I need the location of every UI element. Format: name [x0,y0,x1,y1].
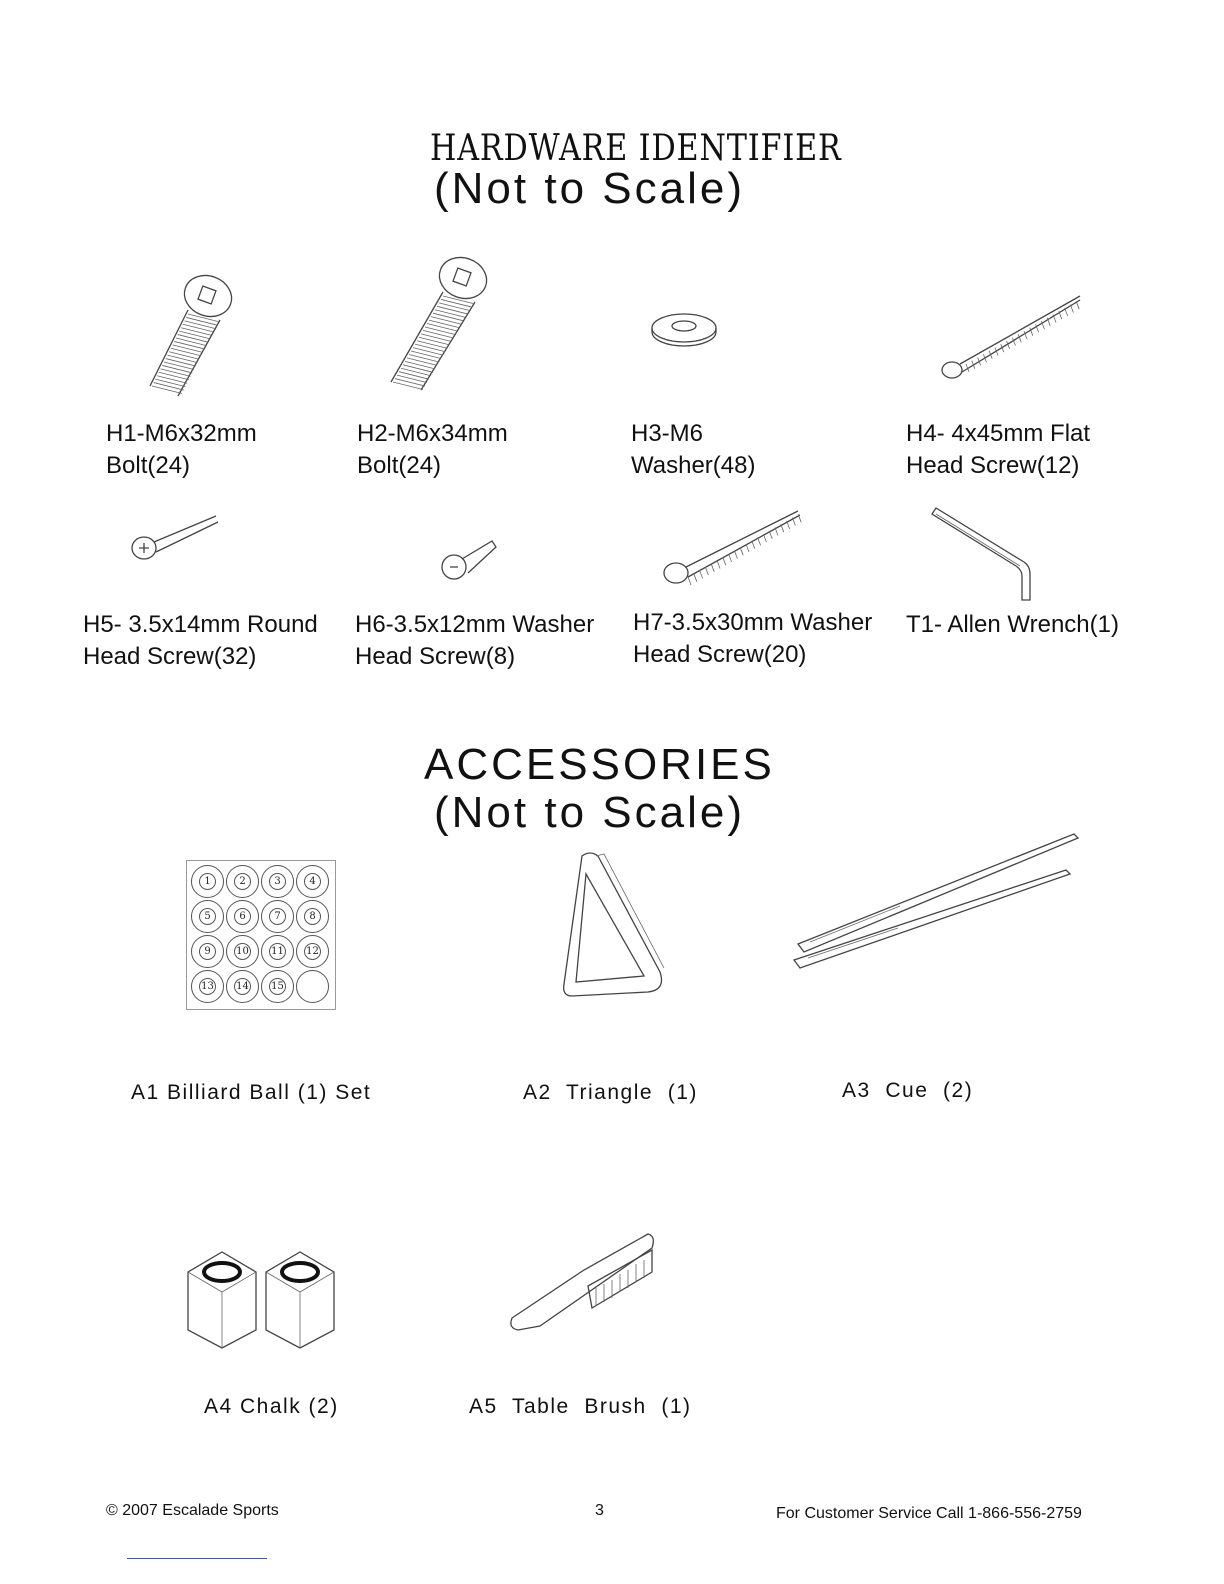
part-desc: Head Screw(8) [355,643,516,670]
billiard-ball [261,865,294,898]
bolt-icon [375,250,500,395]
billiard-ball [296,935,329,968]
billiard-balls-icon [186,860,336,1010]
allen-wrench-icon [930,506,1040,606]
hardware-item-h7 [633,607,872,671]
washer-icon [648,310,720,350]
ball-number: 10 [234,943,251,960]
hardware-item-h1 [106,418,257,482]
billiard-ball [191,900,224,933]
part-desc: Bolt(24) [106,452,191,479]
ball-number: 4 [304,873,321,890]
part-code: H3-M6 [631,420,704,447]
hardware-item-t1 [906,609,1119,641]
billiard-ball [226,865,259,898]
billiard-ball [296,900,329,933]
part-code: H6-3.5x12mm Washer [355,611,595,638]
ball-number: 13 [199,978,216,995]
accessories-title: ACCESSORIES [424,740,775,789]
part-desc: Head Screw(20) [633,641,807,668]
part-code: H2-M6x34mm [357,420,508,447]
accessory-a1-label: A1 Billiard Ball (1) Set [131,1081,372,1104]
accessory-a5-label: A5 Table Brush (1) [469,1395,692,1418]
part-desc: Head Screw(32) [83,643,257,670]
ball-number: 8 [304,908,321,925]
part-desc: Washer(48) [631,452,756,479]
ball-number: 11 [269,943,286,960]
ball-number: 7 [269,908,286,925]
billiard-ball [191,935,224,968]
washer-head-screw-icon [440,525,500,585]
ball-number: 15 [269,978,286,995]
part-code: H1-M6x32mm [106,420,257,447]
ball-number: 9 [199,943,216,960]
part-code: H5- 3.5x14mm Round [83,611,318,638]
billiard-ball [261,935,294,968]
part-code: T1- Allen Wrench(1) [906,611,1119,638]
hardware-item-h5 [83,609,318,673]
hardware-subtitle: (Not to Scale) [434,164,745,213]
billiard-ball [191,970,224,1003]
billiard-ball [296,865,329,898]
long-screw-icon [662,503,807,588]
footer-copyright: © 2007 Escalade Sports [106,1502,279,1519]
part-code: H4- 4x45mm Flat [906,420,1091,447]
accessory-a3-label: A3 Cue (2) [842,1079,974,1102]
accessories-subtitle: (Not to Scale) [434,788,745,837]
triangle-rack-icon [560,850,665,1000]
ball-number: 5 [199,908,216,925]
short-screw-icon [130,508,225,568]
page-number: 3 [595,1502,604,1519]
hardware-item-h4 [906,418,1090,482]
part-desc: Head Screw(12) [906,452,1080,479]
chalk-icon [186,1250,338,1350]
hardware-item-h2 [357,418,508,482]
hardware-item-h6 [355,609,594,673]
footer-rule [127,1558,267,1559]
billiard-ball [191,865,224,898]
ball-number: 14 [234,978,251,995]
accessory-a2-label: A2 Triangle (1) [523,1081,698,1104]
billiard-ball [226,970,259,1003]
bolt-icon [130,268,250,403]
footer-service: For Customer Service Call 1-866-556-2759 [776,1505,1082,1522]
cue-sticks-icon [790,830,1085,970]
ball-number: 2 [234,873,251,890]
billiard-ball [261,970,294,1003]
hardware-item-h3 [631,418,755,482]
accessory-a4-label: A4 Chalk (2) [204,1395,339,1418]
billiard-ball [296,970,329,1003]
table-brush-icon [508,1232,658,1342]
billiard-ball [226,935,259,968]
long-screw-icon [940,290,1090,385]
part-desc: Bolt(24) [357,452,442,479]
billiard-ball [226,900,259,933]
part-code: H7-3.5x30mm Washer [633,609,873,636]
billiard-ball [261,900,294,933]
ball-number: 12 [304,943,321,960]
ball-number: 6 [234,908,251,925]
ball-number: 1 [199,873,216,890]
hardware-title: HARDWARE IDENTIFIER [430,128,842,169]
ball-number: 3 [269,873,286,890]
